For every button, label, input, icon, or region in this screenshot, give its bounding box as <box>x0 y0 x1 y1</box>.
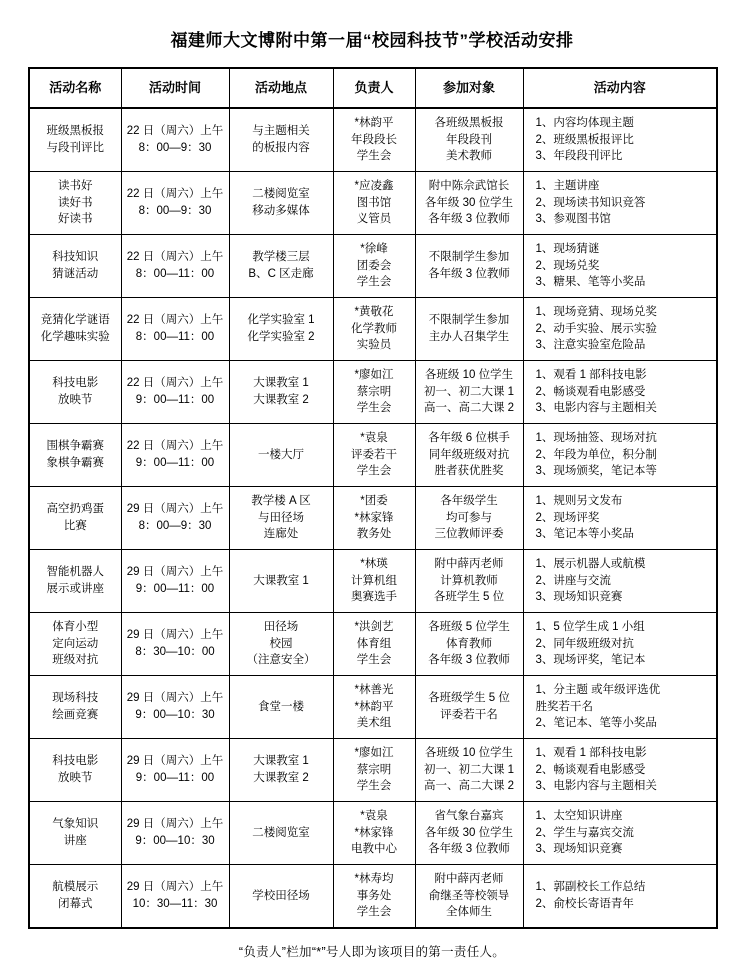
cell-person <box>333 424 415 487</box>
cell-content <box>523 550 717 613</box>
text-line: 29 日（周六）上午 <box>126 755 224 768</box>
cell-activity-time <box>121 613 229 676</box>
table-row <box>29 676 717 739</box>
table-row <box>29 802 717 865</box>
text-line: 移动多媒体 <box>252 205 310 217</box>
column-header-activity-time: 活动时间 <box>121 68 229 108</box>
cell-content <box>523 613 717 676</box>
text-line: 省气象台嘉宾 <box>434 809 504 822</box>
text-line: 3、现场颁奖，笔记本等 <box>535 465 657 478</box>
text-line: 1、观看 1 部科技电影 <box>535 368 647 381</box>
text-line: 8：00—9：30 <box>138 142 212 154</box>
text-line: *黄敬花 <box>354 305 394 318</box>
cell-activity-name <box>29 613 121 676</box>
text-line: 1、内容均体现主题 <box>535 116 634 129</box>
text-line: 初一、初二大课 1 <box>423 385 515 398</box>
text-line: *林家锋 <box>354 826 394 839</box>
text-line: 胜者获优胜奖 <box>434 465 504 478</box>
text-line: 2、笔记本、笔等小奖品 <box>535 717 657 730</box>
text-line: 各年级学生 <box>440 494 498 507</box>
page-title: 福建师大文博附中第一届“校园科技节”学校活动安排 <box>170 31 574 50</box>
text-line: 3、参观图书馆 <box>535 213 611 226</box>
table-row <box>29 739 717 802</box>
cell-activity-place <box>229 802 333 865</box>
column-header-activity-name: 活动名称 <box>29 68 121 108</box>
text-line: *林善光 <box>354 683 394 696</box>
text-line: 计算机教师 <box>440 574 498 587</box>
text-line: 9：00—11：00 <box>135 457 215 469</box>
text-line: 科技电影 <box>52 755 99 768</box>
table-row <box>29 172 717 235</box>
text-line: 附中薛丙老师 <box>434 872 504 885</box>
cell-participants <box>415 298 523 361</box>
text-line: 2、动手实验、展示实验 <box>535 322 657 335</box>
text-line: 智能机器人 <box>46 566 104 579</box>
text-line: 读好书 <box>58 196 93 209</box>
cell-activity-place <box>229 298 333 361</box>
cell-activity-name <box>29 676 121 739</box>
cell-activity-name <box>29 361 121 424</box>
text-line: 图书馆 <box>356 196 392 209</box>
cell-activity-time <box>121 172 229 235</box>
text-line: （注意安全） <box>246 654 316 667</box>
cell-activity-name <box>29 235 121 298</box>
cell-activity-time <box>121 361 229 424</box>
cell-participants <box>415 424 523 487</box>
text-line: 学生会 <box>356 465 392 478</box>
table-row <box>29 298 717 361</box>
text-line: 各班级黑板报 <box>434 116 504 129</box>
text-line: 2、讲座与交流 <box>535 574 611 587</box>
text-line: 附中陈佘武馆长 <box>428 179 510 192</box>
text-line: 俞继圣等校领导 <box>428 889 510 902</box>
cell-activity-place <box>229 865 333 929</box>
text-line: 各年级 6 位棋手 <box>428 431 510 444</box>
text-line: 田径场 <box>263 620 299 633</box>
cell-content <box>523 802 717 865</box>
text-line: 教学楼 A 区 <box>251 494 311 507</box>
text-line: 22 日（周六）上午 <box>126 188 224 201</box>
cell-person <box>333 487 415 550</box>
cell-person <box>333 172 415 235</box>
text-line: 学生会 <box>356 654 392 667</box>
text-line: 体育小型 <box>52 620 99 633</box>
text-line: 学生会 <box>356 780 392 793</box>
text-line: 2、畅谈观看电影感受 <box>535 763 646 776</box>
text-line: 团委会 <box>356 259 392 272</box>
text-line: 2、畅谈观看电影感受 <box>535 385 646 398</box>
text-line: B、C 区走廊 <box>248 268 314 280</box>
text-line: 二楼阅览室 <box>252 826 310 839</box>
text-line: 与主题相关 <box>252 125 310 138</box>
table-body <box>29 108 717 928</box>
text-line: 化学实验室 1 <box>247 314 315 327</box>
text-line: 评委若干名 <box>440 709 498 721</box>
text-line: 均可参与 <box>446 511 492 524</box>
text-line: 各班级 10 位学生 <box>424 368 514 381</box>
text-line: 1、太空知识讲座 <box>535 809 623 822</box>
text-line: 胜奖若干名 <box>535 700 593 713</box>
text-line: 1、郭副校长工作总结 <box>535 881 646 894</box>
text-line: 大课教室 1 <box>253 574 309 587</box>
text-line: 美术教师 <box>446 150 492 163</box>
text-line: 3、糖果、笔等小奖品 <box>535 276 646 289</box>
cell-content <box>523 172 717 235</box>
text-line: 1、现场抽签、现场对抗 <box>535 431 657 444</box>
cell-participants <box>415 865 523 929</box>
text-line: 二楼阅览室 <box>252 188 310 201</box>
text-line: 3、电影内容与主题相关 <box>535 402 657 415</box>
cell-activity-place <box>229 172 333 235</box>
footnote: “负责人”栏加“*”号人即为该项目的第一责任人。 <box>238 945 506 959</box>
text-line: *林家锋 <box>354 511 394 524</box>
cell-activity-time <box>121 424 229 487</box>
text-line: 22 日（周六）上午 <box>126 440 224 453</box>
text-line: 各班级 10 位学生 <box>424 746 514 759</box>
text-line: 科技电影 <box>52 377 99 390</box>
text-line: 各班级 5 位学生 <box>428 620 510 633</box>
cell-activity-name <box>29 865 121 929</box>
cell-person <box>333 739 415 802</box>
text-line: 29 日（周六）上午 <box>126 629 224 642</box>
text-line: 2、现场兑奖 <box>535 259 600 272</box>
text-line: 3、现场知识竞赛 <box>535 843 623 856</box>
text-line: 9：00—11：00 <box>135 583 215 595</box>
cell-activity-name <box>29 802 121 865</box>
text-line: 2、同年级班级对抗 <box>535 637 634 650</box>
cell-activity-place <box>229 487 333 550</box>
text-line: 年段段刊 <box>446 133 492 146</box>
text-line: 奥赛选手 <box>351 591 397 604</box>
text-line: 9：00—10：30 <box>135 709 215 721</box>
table-row <box>29 108 717 172</box>
cell-participants <box>415 739 523 802</box>
text-line: 1、分主题 或年级评选优 <box>535 683 661 696</box>
cell-person <box>333 550 415 613</box>
text-line: 评委若干 <box>351 448 397 461</box>
text-line: 各班级学生 5 位 <box>428 692 510 705</box>
text-line: 学生会 <box>356 276 392 289</box>
table-header-row <box>29 68 717 108</box>
text-line: 大课教室 2 <box>253 394 309 406</box>
text-line: *袁泉 <box>360 809 388 822</box>
cell-activity-place <box>229 613 333 676</box>
text-line: 义管员 <box>356 213 392 226</box>
text-line: 放映节 <box>58 772 93 784</box>
text-line: 连廊处 <box>263 528 299 541</box>
text-line: 象棋争霸赛 <box>46 457 104 469</box>
text-line: 高一、高二大课 2 <box>423 780 515 793</box>
text-line: 学生会 <box>356 906 392 919</box>
text-line: 大课教室 1 <box>253 755 309 768</box>
text-line: 化学实验室 2 <box>247 331 315 343</box>
text-line: 闭幕式 <box>58 898 93 910</box>
table-row <box>29 613 717 676</box>
text-line: 29 日（周六）上午 <box>126 692 224 705</box>
text-line: 展示或讲座 <box>46 583 104 595</box>
cell-activity-place <box>229 361 333 424</box>
text-line: 2、班级黑板报评比 <box>535 133 634 146</box>
text-line: 3、注意实验室危险品 <box>535 339 646 352</box>
cell-participants <box>415 487 523 550</box>
text-line: 教务处 <box>356 528 392 541</box>
cell-activity-name <box>29 172 121 235</box>
text-line: *林寿均 <box>354 872 394 885</box>
table-row <box>29 550 717 613</box>
text-line: 同年级班级对抗 <box>428 448 510 461</box>
text-line: 化学趣味实验 <box>40 331 110 343</box>
cell-content <box>523 108 717 172</box>
text-line: 8：00—11：00 <box>135 331 215 343</box>
text-line: 大课教室 2 <box>253 772 309 784</box>
column-header-participants: 参加对象 <box>415 68 523 108</box>
cell-activity-place <box>229 108 333 172</box>
column-header-person-in-charge: 负责人 <box>333 68 415 108</box>
cell-activity-time <box>121 676 229 739</box>
text-line: 主办人召集学生 <box>428 331 510 343</box>
cell-activity-name <box>29 108 121 172</box>
text-line: *团委 <box>360 494 388 507</box>
cell-person <box>333 108 415 172</box>
text-line: 3、电影内容与主题相关 <box>535 780 657 793</box>
cell-activity-name <box>29 487 121 550</box>
cell-activity-place <box>229 676 333 739</box>
text-line: 计算机组 <box>351 574 397 587</box>
text-line: 1、现场竞猜、现场兑奖 <box>535 305 657 318</box>
text-line: 各年级 3 位教师 <box>428 843 510 856</box>
text-line: 体育教师 <box>446 637 492 650</box>
text-line: 科技知识 <box>52 251 99 264</box>
text-line: 事务处 <box>356 889 392 902</box>
cell-activity-name <box>29 424 121 487</box>
text-line: 气象知识 <box>52 818 99 831</box>
text-line: *洪剑艺 <box>354 620 394 633</box>
cell-person <box>333 865 415 929</box>
text-line: *林韵平 <box>354 700 394 713</box>
table-row <box>29 487 717 550</box>
cell-participants <box>415 172 523 235</box>
cell-participants <box>415 108 523 172</box>
text-line: 绘画竞赛 <box>52 709 99 721</box>
text-line: 放映节 <box>58 394 93 406</box>
cell-person <box>333 802 415 865</box>
text-line: 的板报内容 <box>252 142 310 154</box>
text-line: 电教中心 <box>351 843 397 856</box>
text-line: 9：00—11：00 <box>135 772 215 784</box>
text-line: 蔡宗明 <box>356 763 392 776</box>
cell-activity-name <box>29 298 121 361</box>
text-line: *廖如江 <box>354 746 394 759</box>
text-line: 8：00—9：30 <box>138 205 212 217</box>
cell-activity-time <box>121 487 229 550</box>
text-line: 班级黑板报 <box>46 125 104 138</box>
text-line: 实验员 <box>356 339 392 352</box>
cell-activity-name <box>29 550 121 613</box>
text-line: *林韵平 <box>354 116 394 129</box>
text-line: 美术组 <box>356 717 392 730</box>
text-line: 体育组 <box>356 637 392 650</box>
text-line: 各年级 3 位教师 <box>428 654 510 667</box>
text-line: 初一、初二大课 1 <box>423 763 515 776</box>
text-line: 学校田径场 <box>252 889 310 902</box>
text-line: 22 日（周六）上午 <box>126 377 224 390</box>
text-line: 不限制学生参加 <box>428 314 510 327</box>
text-line: 年段段长 <box>351 133 397 146</box>
cell-activity-time <box>121 865 229 929</box>
text-line: 化学教师 <box>351 322 397 335</box>
text-line: 29 日（周六）上午 <box>126 881 224 894</box>
text-line: 1、现场猜谜 <box>535 242 600 255</box>
cell-participants <box>415 550 523 613</box>
text-line: 现场科技 <box>52 692 99 705</box>
cell-activity-time <box>121 802 229 865</box>
text-line: 学生会 <box>356 150 392 163</box>
text-line: *林瑛 <box>360 557 388 570</box>
text-line: 猜谜活动 <box>52 268 99 280</box>
text-line: 与段刊评比 <box>46 142 104 154</box>
text-line: 9：00—10：30 <box>135 835 215 847</box>
text-line: *袁泉 <box>360 431 388 444</box>
cell-participants <box>415 676 523 739</box>
text-line: 一楼大厅 <box>258 448 304 461</box>
cell-activity-time <box>121 235 229 298</box>
text-line: 2、现场读书知识竞答 <box>535 196 646 209</box>
text-line: 2、年段为单位，积分制 <box>535 448 657 461</box>
text-line: 食堂一楼 <box>258 700 304 713</box>
text-line: 学生会 <box>356 402 392 415</box>
cell-content <box>523 865 717 929</box>
text-line: 3、现场知识竞赛 <box>535 591 623 604</box>
table-row <box>29 361 717 424</box>
cell-person <box>333 235 415 298</box>
cell-person <box>333 298 415 361</box>
cell-content <box>523 676 717 739</box>
text-line: 好读书 <box>58 213 93 226</box>
cell-participants <box>415 802 523 865</box>
table-row <box>29 235 717 298</box>
cell-activity-time <box>121 298 229 361</box>
text-line: 蔡宗明 <box>356 385 392 398</box>
cell-participants <box>415 613 523 676</box>
text-line: 3、笔记本等小奖品 <box>535 528 634 541</box>
text-line: *应凌鑫 <box>354 179 394 192</box>
cell-activity-time <box>121 739 229 802</box>
activity-schedule-table <box>28 67 718 929</box>
cell-content <box>523 487 717 550</box>
text-line: 全体师生 <box>446 906 492 919</box>
cell-activity-time <box>121 108 229 172</box>
text-line: *廖如江 <box>354 368 394 381</box>
text-line: 班级对抗 <box>52 654 99 667</box>
text-line: 不限制学生参加 <box>428 251 510 264</box>
cell-activity-place <box>229 739 333 802</box>
cell-participants <box>415 235 523 298</box>
text-line: 1、5 位学生成 1 小组 <box>535 620 645 633</box>
text-line: 与田径场 <box>258 511 304 524</box>
text-line: 高空扔鸡蛋 <box>46 503 104 516</box>
text-line: 附中薛丙老师 <box>434 557 504 570</box>
text-line: 大课教室 1 <box>253 377 309 390</box>
text-line: 高一、高二大课 2 <box>423 402 515 415</box>
text-line: 讲座 <box>63 835 87 847</box>
cell-content <box>523 298 717 361</box>
cell-activity-place <box>229 550 333 613</box>
text-line: 1、展示机器人或航模 <box>535 557 646 570</box>
text-line: 29 日（周六）上午 <box>126 566 224 579</box>
text-line: 围棋争霸赛 <box>46 440 104 453</box>
text-line: 竞猜化学谜语 <box>40 314 110 327</box>
text-line: *徐峰 <box>360 242 388 255</box>
text-line: 8：30—10：00 <box>135 646 215 658</box>
text-line: 22 日（周六）上午 <box>126 314 224 327</box>
text-line: 29 日（周六）上午 <box>126 503 224 516</box>
text-line: 校园 <box>269 637 293 650</box>
text-line: 22 日（周六）上午 <box>126 251 224 264</box>
cell-content <box>523 361 717 424</box>
text-line: 10：30—11：30 <box>132 898 218 910</box>
cell-person <box>333 676 415 739</box>
cell-person <box>333 613 415 676</box>
cell-activity-place <box>229 424 333 487</box>
text-line: 9：00—11：00 <box>135 394 215 406</box>
text-line: 各年级 30 位学生 <box>424 196 514 209</box>
text-line: 22 日（周六）上午 <box>126 125 224 138</box>
cell-activity-name <box>29 739 121 802</box>
text-line: 读书好 <box>58 179 93 192</box>
cell-activity-place <box>229 235 333 298</box>
cell-content <box>523 739 717 802</box>
text-line: 29 日（周六）上午 <box>126 818 224 831</box>
text-line: 教学楼三层 <box>252 251 310 264</box>
table-row <box>29 865 717 929</box>
cell-activity-time <box>121 550 229 613</box>
text-line: 航模展示 <box>52 881 99 894</box>
table-row <box>29 424 717 487</box>
text-line: 2、现场评奖 <box>535 511 600 524</box>
column-header-activity-place: 活动地点 <box>229 68 333 108</box>
text-line: 1、规则另文发布 <box>535 494 623 507</box>
cell-content <box>523 424 717 487</box>
cell-content <box>523 235 717 298</box>
text-line: 1、观看 1 部科技电影 <box>535 746 647 759</box>
text-line: 各班学生 5 位 <box>433 591 505 604</box>
cell-person <box>333 361 415 424</box>
text-line: 三位教师评委 <box>434 528 504 541</box>
text-line: 3、现场评奖，笔记本 <box>535 654 646 667</box>
cell-participants <box>415 361 523 424</box>
text-line: 8：00—11：00 <box>135 268 215 280</box>
text-line: 定向运动 <box>52 637 99 650</box>
text-line: 各年级 3 位教师 <box>428 268 510 280</box>
text-line: 2、俞校长寄语青年 <box>535 898 634 910</box>
text-line: 1、主题讲座 <box>535 179 600 192</box>
text-line: 比赛 <box>63 520 87 532</box>
text-line: 各年级 3 位教师 <box>428 213 510 226</box>
text-line: 2、学生与嘉宾交流 <box>535 826 634 839</box>
text-line: 各年级 30 位学生 <box>424 826 514 839</box>
text-line: 8：00—9：30 <box>138 520 212 532</box>
column-header-activity-content: 活动内容 <box>523 68 717 108</box>
text-line: 3、年段段刊评比 <box>535 150 623 163</box>
